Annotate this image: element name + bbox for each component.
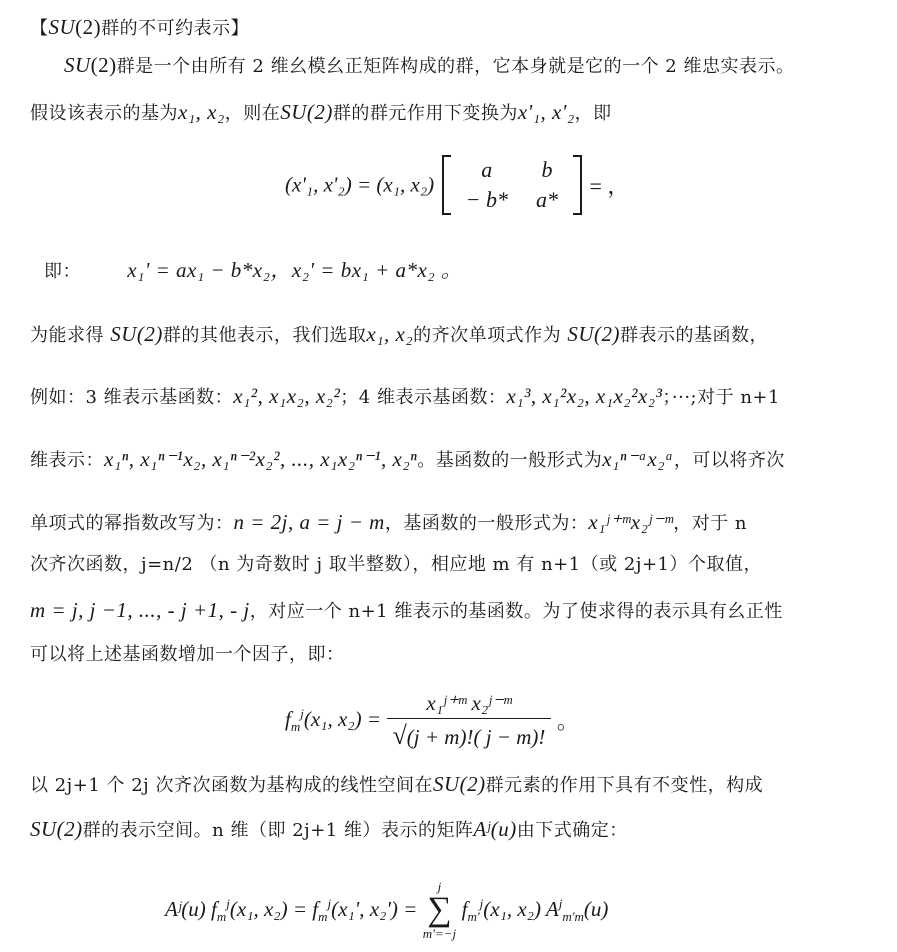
text: 群的群元作用下变换为	[332, 103, 518, 124]
paragraph-8	[30, 598, 783, 624]
text: 例如：3 维表示基函数：	[30, 387, 234, 408]
args: (x₁, x₂) A	[483, 896, 559, 921]
paragraph-1-text: 群是一个由所有 2 维幺模幺正矩阵构成的群，它本身就是它的一个 2 维忠实表示。	[116, 56, 795, 77]
args: (x₁', x₂') =	[331, 896, 418, 921]
text: 假设该表示的基为	[30, 103, 178, 124]
text: ，对于 n	[673, 513, 748, 534]
subscript: m	[216, 908, 227, 924]
component-formula: x₁' = ax₁ − b*x₂，x₂' = bx₁ + a*x₂ 。	[127, 258, 463, 282]
args: (x₁, x₂) = f	[229, 896, 319, 921]
paragraph-10	[30, 772, 763, 798]
basis-3d-formula: x₁², x₁x₂, x₂²	[233, 384, 341, 408]
sum-lower-limit: m'=−j	[422, 926, 457, 941]
equation-tail: = ，	[589, 173, 630, 199]
subscript: m	[290, 718, 301, 734]
text: ，基函数的一般形式为：	[384, 513, 589, 534]
equation-component-form	[44, 258, 462, 284]
denominator-text: (j + m)!( j − m)!	[406, 725, 546, 749]
sum-upper-limit: j	[437, 879, 442, 894]
text: ，则在	[224, 103, 281, 124]
text: ，对应一个 n+1 维表示的基函数。为了使求得的表示具有幺正性	[249, 601, 783, 622]
superscript: j	[327, 895, 332, 911]
superscript: j	[300, 705, 304, 721]
paragraph-5	[30, 447, 785, 473]
args: (u)	[583, 896, 609, 921]
paragraph-2	[30, 100, 612, 126]
su2-arg: (2)	[90, 53, 117, 77]
equation-normalized-basis	[285, 688, 579, 752]
substitution-formula: n = 2j, a = j − m	[233, 510, 385, 534]
basis-4d-formula: x₁³, x₁²x₂, x₁x₂²x₂³	[506, 384, 663, 408]
m-values-formula: m = j, j −1, ..., - j +1, - j	[30, 598, 250, 622]
superscript: j	[558, 895, 563, 911]
matrix-cell: a	[481, 157, 493, 182]
equation-tail: 。	[556, 708, 579, 734]
text: ；···;对于 n+1	[662, 387, 780, 408]
general-form-formula: x₁ʲ⁺ᵐx₂ʲ⁻ᵐ	[588, 510, 674, 534]
title-su2: SU	[48, 15, 76, 39]
term: Aʲ(u) f	[165, 896, 217, 921]
summation	[423, 880, 456, 940]
title-bracket-open: 【	[30, 18, 49, 39]
matrix-cell: a*	[535, 187, 558, 212]
term: f	[461, 896, 468, 921]
text: 为能求得	[30, 325, 104, 346]
paragraph-11	[30, 817, 628, 843]
sigma-icon: ∑	[427, 891, 452, 928]
subscript: m	[318, 908, 328, 924]
basis-formula: x₁, x₂	[178, 100, 225, 124]
text: 单项式的幂指数改写为：	[30, 513, 234, 534]
superscript: j	[226, 895, 230, 911]
fraction	[387, 688, 552, 752]
section-title	[30, 15, 249, 41]
equation-rhs	[461, 895, 609, 924]
text: 可以将上述基函数增加一个因子，即：	[30, 644, 345, 665]
paragraph-7	[30, 553, 762, 577]
su2-symbol: SU(2)	[280, 100, 333, 124]
equation-representation-matrix	[165, 880, 608, 940]
paragraph-3	[30, 322, 768, 348]
text: 群的其他表示，我们选取	[162, 325, 367, 346]
subscript: m'	[467, 908, 480, 924]
paragraph-9	[30, 643, 345, 667]
su2-symbol: SU(2)	[30, 817, 83, 841]
text: 维表示：	[30, 450, 104, 471]
transformed-basis-formula: x'₁, x'₂	[517, 100, 575, 124]
matrix-cell: − b*	[465, 187, 508, 212]
label: 即：	[44, 261, 81, 282]
paragraph-1	[64, 53, 794, 79]
matrix-cell: b	[541, 157, 553, 182]
text: 由下式确定：	[516, 820, 628, 841]
text: 以 2j+1 个 2j 次齐次函数为基构成的线性空间在	[30, 775, 433, 796]
title-bracket-close: 】	[230, 18, 250, 39]
text: 的齐次单项式作为	[413, 325, 562, 346]
basis-n-formula: x₁ⁿ, x₁ⁿ⁻¹x₂, x₁ⁿ⁻²x₂², ..., x₁x₂ⁿ⁻¹, x₂ⁿ	[104, 447, 418, 471]
su2-symbol: SU(2)	[433, 772, 486, 796]
numerator: x₁ʲ⁺ᵐ x₂ʲ⁻ᵐ	[426, 691, 512, 715]
equation-lhs: (x'₁, x'₂) = (x₁, x₂)	[285, 172, 435, 197]
paragraph-4	[30, 384, 780, 410]
sqrt-icon: √	[392, 721, 407, 750]
text: 群表示的基函数，	[620, 325, 769, 346]
title-text: 群的不可约表示	[101, 18, 231, 39]
su2-symbol: SU	[64, 53, 91, 77]
general-form-formula: x₁ⁿ⁻ᵃx₂ᵃ	[602, 447, 674, 471]
basis-formula: x₁, x₂	[366, 322, 414, 346]
equation-transform-matrix	[285, 155, 629, 215]
args: (x₁, x₂) =	[303, 706, 382, 731]
denominator	[387, 718, 552, 752]
text: ，即	[574, 103, 612, 124]
su2-symbol: SU(2)	[567, 322, 621, 346]
subscript: m'm	[562, 908, 584, 924]
paragraph-6	[30, 510, 747, 536]
equation-lhs	[285, 705, 382, 734]
f-symbol: f	[285, 706, 291, 731]
superscript: j	[479, 895, 484, 911]
su2-matrix	[442, 155, 582, 215]
text: 群元素的作用下具有不变性，构成	[485, 775, 764, 796]
text: 次齐次函数，j=n/2 （n 为奇数时 j 取半整数），相应地 m 有 n+1（或 2j+1）个取值，	[30, 554, 762, 575]
text: 。基函数的一般形式为	[417, 450, 603, 471]
equation-lhs	[165, 895, 418, 924]
text: ，可以将齐次	[673, 450, 785, 471]
matrix-symbol: Aʲ(u)	[473, 817, 517, 841]
title-su2-arg: (2)	[75, 15, 102, 39]
text: 群的表示空间。n 维（即 2j+1 维）表示的矩阵	[82, 820, 474, 841]
text: ；4 维表示基函数：	[340, 387, 507, 408]
su2-symbol: SU(2)	[110, 322, 163, 346]
